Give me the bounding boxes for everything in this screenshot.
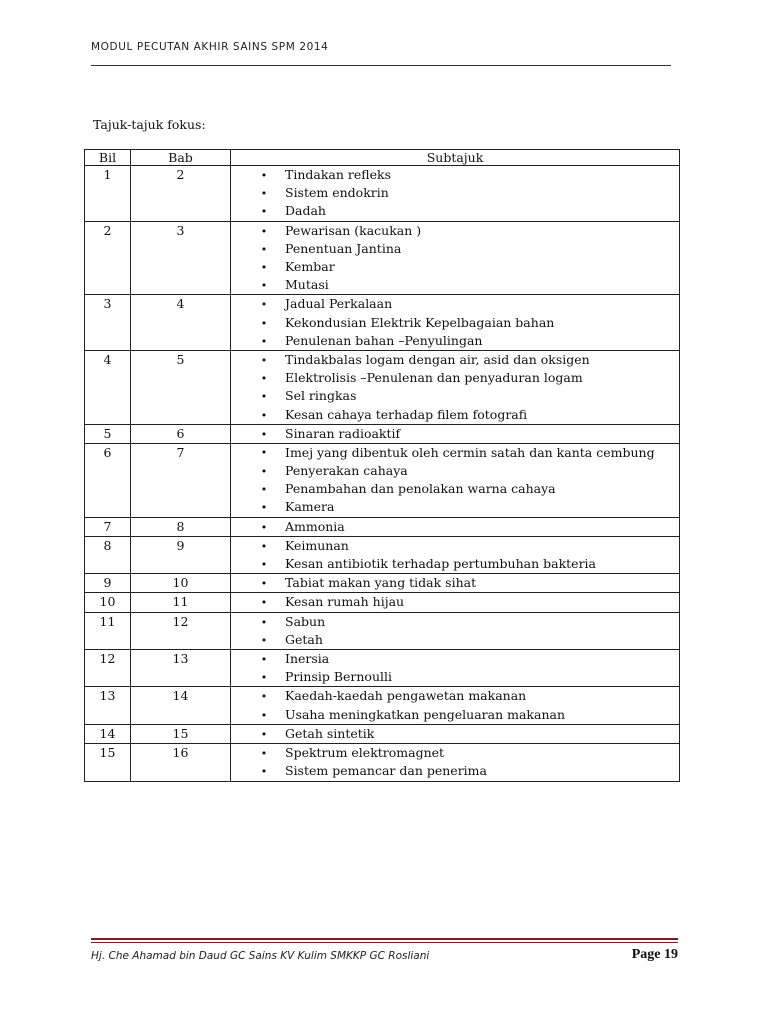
subtopic-item (256, 444, 679, 462)
cell-bab: 5 (131, 351, 231, 425)
bullet-icon (259, 276, 269, 295)
subtopic-text: Getah sintetik (285, 725, 375, 741)
cell-subtajuk (231, 444, 680, 518)
column-header-subtajuk: Subtajuk (231, 150, 680, 166)
cell-bil: 6 (85, 444, 131, 518)
cell-bab: 10 (131, 574, 231, 593)
cell-bil: 11 (85, 612, 131, 649)
subtopic-text: Tindakan refleks (285, 167, 391, 182)
subtopic-text: Elektrolisis –Penulenan dan penyaduran logam (285, 370, 583, 386)
subtopic-item (256, 518, 679, 536)
subtopic-text: Sistem pemancar dan penerima (285, 763, 487, 779)
cell-bab: 8 (131, 517, 231, 536)
subtopic-text: Imej yang dibentuk oleh cermin satah dan kanta cembung (285, 445, 655, 461)
table-row (85, 424, 680, 443)
subtopic-item (256, 258, 679, 276)
table-row (85, 444, 680, 518)
subtopic-text: Keimunan (285, 537, 349, 553)
subtopic-text: Mutasi (285, 277, 329, 293)
subtopic-item (256, 613, 679, 631)
subtopic-list (231, 166, 679, 221)
bullet-icon (259, 351, 269, 370)
subtopic-item (256, 593, 679, 611)
subtopic-list (231, 444, 679, 517)
subtopic-text: Penyerakan cahaya (285, 463, 408, 479)
subtopic-item (256, 687, 679, 705)
subtopic-text: Prinsip Bernoulli (285, 669, 393, 685)
cell-subtajuk (231, 424, 680, 443)
subtopic-list (231, 574, 679, 592)
subtopic-text: Penulenan bahan –Penyulingan (285, 332, 483, 348)
bullet-icon (259, 444, 269, 460)
cell-bab: 2 (131, 166, 231, 222)
subtopic-list (231, 222, 679, 295)
subtopic-text: Ammonia (285, 518, 345, 534)
cell-bab: 14 (131, 687, 231, 724)
cell-bil: 10 (85, 593, 131, 612)
column-header-bil: Bil (85, 150, 131, 166)
cell-subtajuk (231, 593, 680, 612)
table-row (85, 574, 680, 593)
bullet-icon (259, 725, 269, 744)
subtopic-item (256, 202, 679, 220)
bullet-icon (259, 166, 269, 185)
cell-bil: 15 (85, 744, 131, 781)
cell-bil: 8 (85, 536, 131, 573)
subtopic-text: Kamera (285, 499, 335, 515)
bullet-icon (259, 258, 269, 277)
table-row (85, 687, 680, 724)
cell-bil: 4 (85, 351, 131, 425)
page-number: Page 19 (631, 947, 678, 962)
footer-divider-thin (91, 942, 678, 943)
footer-author: Hj. Che Ahamad bin Daud GC Sains KV Kulim SMKKP GC Rosliani (91, 950, 430, 962)
table-row (85, 221, 680, 295)
cell-bab: 15 (131, 724, 231, 743)
subtopic-item (256, 240, 679, 258)
cell-bil: 2 (85, 221, 131, 295)
subtopic-text: Sinaran radioaktif (285, 425, 401, 441)
cell-subtajuk (231, 351, 680, 425)
subtopic-list (231, 537, 679, 573)
bullet-icon (259, 650, 269, 669)
subtopic-list (231, 650, 679, 686)
subtopic-text: Spektrum elektromagnet (285, 745, 445, 761)
cell-bab: 13 (131, 650, 231, 687)
column-header-bab: Bab (131, 150, 231, 166)
subtopic-item (256, 184, 679, 202)
subtopic-text: Jadual Perkalaan (285, 296, 393, 312)
subtopic-item (256, 762, 679, 780)
bullet-icon (259, 555, 269, 574)
subtopic-text: Inersia (285, 651, 330, 667)
subtopic-text: Tindakbalas logam dengan air, asid dan oksigen (285, 352, 590, 368)
cell-subtajuk (231, 574, 680, 593)
footer-divider (91, 938, 678, 940)
subtopic-list (231, 725, 679, 743)
cell-bil: 9 (85, 574, 131, 593)
table-row (85, 593, 680, 612)
subtopic-item (256, 166, 679, 184)
bullet-icon (259, 687, 269, 706)
subtopic-list (231, 687, 679, 723)
subtopic-item (256, 498, 679, 516)
bullet-icon (259, 498, 269, 517)
subtopic-item (256, 537, 679, 555)
table-row (85, 295, 680, 351)
cell-subtajuk (231, 744, 680, 781)
table-row (85, 724, 680, 743)
bullet-icon (259, 631, 269, 650)
subtopic-item (256, 314, 679, 332)
subtopic-text: Pewarisan (kacukan ) (285, 222, 422, 238)
bullet-icon (259, 295, 269, 314)
cell-bil: 12 (85, 650, 131, 687)
cell-subtajuk (231, 650, 680, 687)
bullet-icon (259, 406, 269, 425)
table-row (85, 166, 680, 222)
subtopic-item (256, 387, 679, 405)
subtopic-text: Getah (285, 631, 323, 647)
bullet-icon (259, 668, 269, 687)
header-divider (91, 65, 671, 66)
bullet-icon (259, 574, 269, 593)
table-row (85, 517, 680, 536)
cell-subtajuk (231, 536, 680, 573)
subtopic-text: Kekondusian Elektrik Kepelbagaian bahan (285, 314, 555, 330)
subtopic-text: Sistem endokrin (285, 185, 389, 201)
table-row (85, 650, 680, 687)
subtopic-item (256, 555, 679, 573)
subtopic-text: Tabiat makan yang tidak sihat (285, 575, 477, 591)
bullet-icon (259, 425, 269, 444)
cell-subtajuk (231, 295, 680, 351)
bullet-icon (259, 202, 269, 221)
bullet-icon (259, 332, 269, 351)
cell-bil: 14 (85, 724, 131, 743)
subtopic-list (231, 518, 679, 536)
bullet-icon (259, 762, 269, 781)
subtopic-text: Sabun (285, 613, 326, 629)
subtopic-item (256, 425, 679, 443)
bullet-icon (259, 314, 269, 333)
subtopic-text: Kaedah-kaedah pengawetan makanan (285, 688, 527, 704)
bullet-icon (259, 240, 269, 259)
subtopic-text: Penentuan Jantina (285, 240, 402, 256)
subtopic-item (256, 631, 679, 649)
cell-subtajuk (231, 221, 680, 295)
subtopic-item (256, 295, 679, 313)
subtopic-text: Usaha meningkatkan pengeluaran makanan (285, 706, 566, 722)
subtopic-item (256, 706, 679, 724)
cell-subtajuk (231, 517, 680, 536)
cell-bil: 3 (85, 295, 131, 351)
bullet-icon (259, 462, 269, 481)
subtopic-item (256, 332, 679, 350)
cell-subtajuk (231, 612, 680, 649)
cell-subtajuk (231, 724, 680, 743)
table-row (85, 536, 680, 573)
subtopic-text: Penambahan dan penolakan warna cahaya (285, 481, 556, 497)
bullet-icon (259, 593, 269, 612)
subtopic-list (231, 425, 679, 443)
subtopic-text: Sel ringkas (285, 388, 357, 404)
cell-subtajuk (231, 166, 680, 222)
bullet-icon (259, 184, 269, 203)
subtopic-item (256, 574, 679, 592)
subtopic-item (256, 222, 679, 240)
table-row (85, 351, 680, 425)
cell-bab: 16 (131, 744, 231, 781)
bullet-icon (259, 706, 269, 725)
table-row (85, 612, 680, 649)
subtopic-item (256, 480, 679, 498)
cell-bil: 1 (85, 166, 131, 222)
subtopic-item (256, 351, 679, 369)
cell-bil: 5 (85, 424, 131, 443)
table-body (85, 166, 680, 782)
cell-bil: 7 (85, 517, 131, 536)
subtopic-item (256, 668, 679, 686)
page-header-title: MODUL PECUTAN AKHIR SAINS SPM 2014 (91, 41, 329, 53)
bullet-icon (259, 222, 269, 241)
subtopic-item (256, 650, 679, 668)
cell-bab: 7 (131, 444, 231, 518)
subtopic-text: Kembar (285, 259, 335, 275)
subtopic-item (256, 462, 679, 480)
cell-bil: 13 (85, 687, 131, 724)
subtopic-text: Kesan rumah hijau (285, 594, 405, 610)
bullet-icon (259, 613, 269, 632)
cell-bab: 9 (131, 536, 231, 573)
cell-bab: 3 (131, 221, 231, 295)
subtopic-list (231, 744, 679, 780)
subtopic-item (256, 276, 679, 294)
bullet-icon (259, 387, 269, 406)
table-row (85, 744, 680, 781)
subtopic-list (231, 295, 679, 350)
topics-table (84, 149, 680, 782)
subtopic-list (231, 593, 679, 611)
cell-subtajuk (231, 687, 680, 724)
bullet-icon (259, 369, 269, 388)
cell-bab: 12 (131, 612, 231, 649)
subtopic-item (256, 744, 679, 762)
subtopic-item (256, 369, 679, 387)
subtopic-text: Kesan antibiotik terhadap pertumbuhan bakteria (285, 556, 596, 572)
intro-label: Tajuk-tajuk fokus: (93, 117, 206, 132)
subtopic-text: Kesan cahaya terhadap filem fotografi (285, 406, 528, 422)
cell-bab: 6 (131, 424, 231, 443)
bullet-icon (259, 518, 269, 537)
table-header-row (85, 150, 680, 166)
subtopic-list (231, 613, 679, 649)
subtopic-item (256, 406, 679, 424)
bullet-icon (259, 537, 269, 556)
bullet-icon (259, 744, 269, 763)
subtopic-text: Dadah (285, 203, 326, 219)
subtopic-list (231, 351, 679, 424)
subtopic-item (256, 725, 679, 743)
bullet-icon (259, 480, 269, 499)
cell-bab: 4 (131, 295, 231, 351)
cell-bab: 11 (131, 593, 231, 612)
